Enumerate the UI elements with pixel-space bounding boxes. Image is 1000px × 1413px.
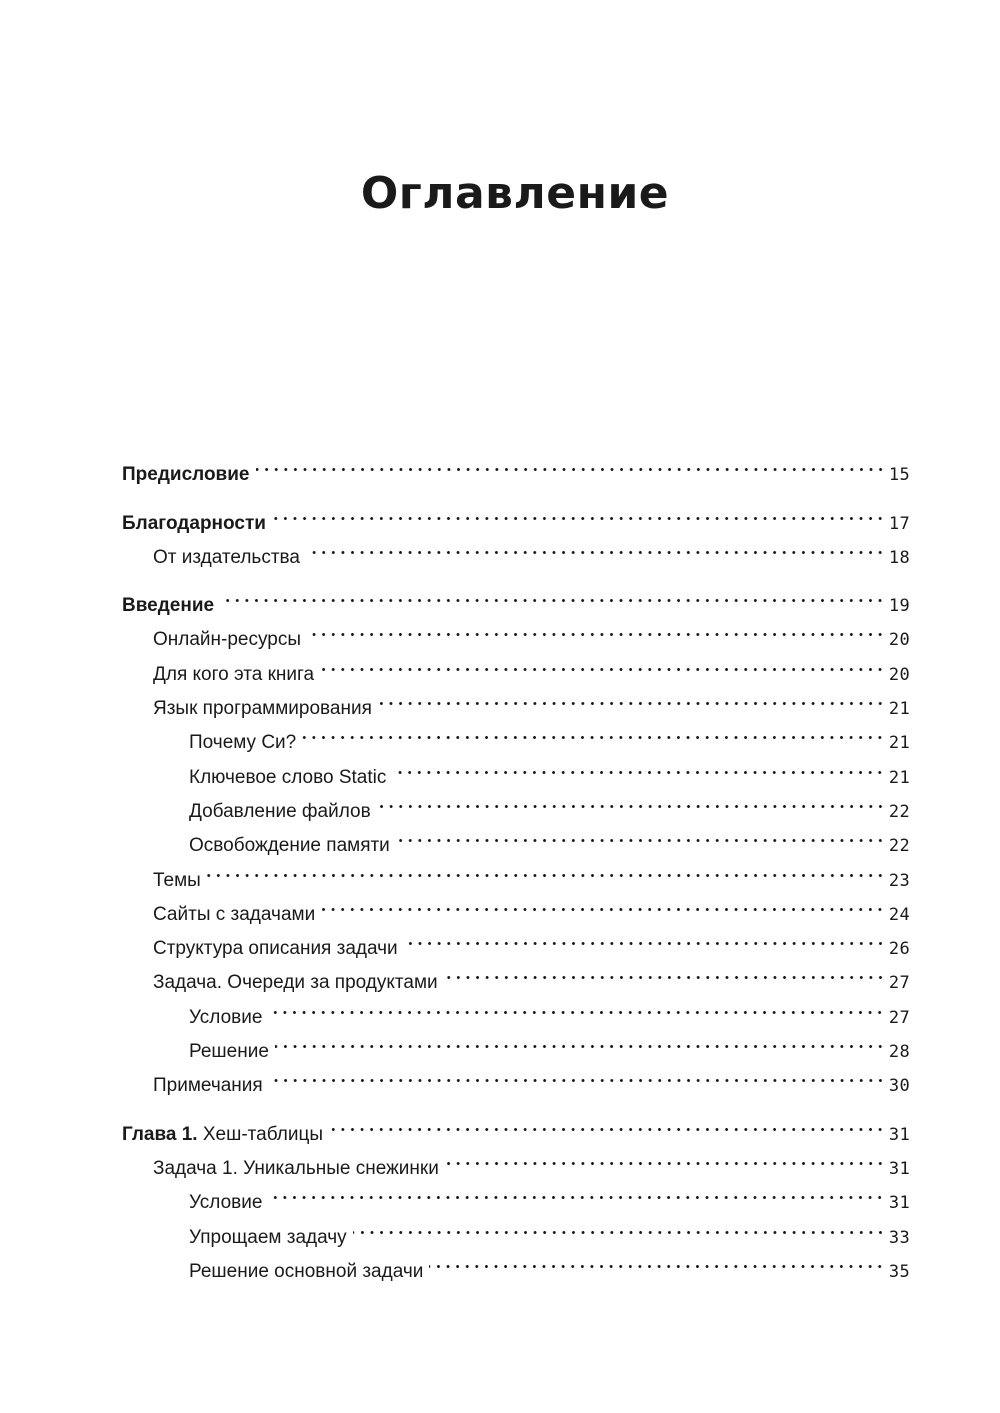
toc-entry-page-number: 17 bbox=[888, 513, 910, 534]
toc-entry[interactable] bbox=[122, 611, 910, 651]
toc-entry-title bbox=[153, 932, 402, 966]
toc-entry-label: Задача 1. Уникальные снежинки bbox=[153, 1157, 439, 1179]
toc-entry-page-number: 21 bbox=[888, 733, 910, 754]
dot-leader bbox=[443, 1140, 887, 1174]
toc-entry-page-number: 18 bbox=[888, 547, 910, 568]
toc-entry-title bbox=[153, 623, 305, 657]
toc-entry-label: Для кого эта книга bbox=[153, 663, 315, 685]
toc-entry-page-number: 30 bbox=[888, 1076, 910, 1097]
toc-entry-page-number: 33 bbox=[888, 1227, 910, 1248]
toc-entry-title bbox=[122, 589, 218, 623]
dot-leader bbox=[375, 783, 887, 817]
toc-entry-label: Добавление файлов bbox=[189, 800, 371, 822]
dot-leader bbox=[442, 954, 887, 988]
toc-entry-page-number: 19 bbox=[888, 596, 910, 617]
dot-leader bbox=[427, 1243, 887, 1277]
table-of-contents bbox=[122, 446, 910, 1282]
toc-entry-label: Сайты с задачами bbox=[153, 903, 316, 925]
dot-leader bbox=[402, 920, 887, 954]
toc-entry[interactable] bbox=[122, 1105, 910, 1145]
dot-leader bbox=[300, 714, 887, 748]
toc-entry-page-number: 28 bbox=[888, 1042, 910, 1063]
dot-leader bbox=[267, 1057, 887, 1091]
toc-entry-label: Задача. Очереди за продуктами bbox=[153, 972, 438, 994]
dot-leader bbox=[254, 446, 887, 480]
dot-leader bbox=[327, 1105, 887, 1139]
toc-entry-label: Онлайн-ресурсы bbox=[153, 629, 302, 651]
toc-entry[interactable] bbox=[122, 851, 910, 891]
toc-entry-label: Введение bbox=[122, 595, 215, 617]
dot-leader bbox=[218, 577, 887, 611]
toc-entry-page-number: 22 bbox=[888, 801, 910, 822]
toc-entry-title bbox=[189, 1001, 266, 1035]
toc-entry-label: Условие bbox=[189, 1192, 263, 1214]
toc-entry-page-number: 27 bbox=[888, 973, 910, 994]
toc-entry-label: Язык программирования bbox=[153, 698, 372, 720]
toc-entry-title bbox=[153, 1069, 267, 1103]
toc-entry-title bbox=[189, 761, 390, 795]
dot-leader bbox=[394, 817, 887, 851]
toc-entry-page-number: 31 bbox=[888, 1193, 910, 1214]
toc-entry[interactable] bbox=[122, 446, 910, 486]
toc-entry-label: От издательства bbox=[153, 546, 300, 568]
dot-leader bbox=[390, 748, 887, 782]
toc-entry-label: Структура описания задачи bbox=[153, 938, 398, 960]
toc-entry-label: Почему Си? bbox=[189, 732, 297, 754]
toc-entry[interactable] bbox=[122, 494, 910, 534]
toc-entry-title bbox=[189, 1221, 351, 1255]
toc-entry-title bbox=[153, 658, 318, 692]
toc-entry-page-number: 20 bbox=[888, 630, 910, 651]
toc-entry-page-number: 15 bbox=[888, 465, 910, 486]
toc-entry-label: Темы bbox=[153, 869, 201, 891]
dot-leader bbox=[319, 886, 887, 920]
dot-leader bbox=[270, 494, 887, 528]
toc-entry-page-number: 21 bbox=[888, 699, 910, 720]
toc-entry-page-number: 24 bbox=[888, 904, 910, 925]
toc-entry-title bbox=[189, 1255, 427, 1289]
dot-leader bbox=[304, 529, 887, 563]
toc-entry-label: Хеш-таблицы bbox=[197, 1123, 324, 1145]
toc-entry-page-number: 21 bbox=[888, 767, 910, 788]
toc-entry-label: Благодарности bbox=[122, 512, 266, 534]
toc-entry[interactable] bbox=[122, 886, 910, 925]
dot-leader bbox=[205, 851, 887, 885]
toc-entry-page-number: 26 bbox=[888, 939, 910, 960]
toc-entry-page-number: 20 bbox=[888, 664, 910, 685]
toc-entry-label: Решение bbox=[189, 1041, 269, 1063]
toc-entry-chapter-label: Глава 1. bbox=[122, 1123, 198, 1145]
toc-entry-title bbox=[189, 726, 300, 760]
toc-entry-title bbox=[153, 898, 319, 932]
toc-entry-label: Освобождение памяти bbox=[189, 835, 390, 857]
toc-entry-page-number: 22 bbox=[888, 836, 910, 857]
dot-leader bbox=[266, 988, 886, 1022]
toc-entry-title bbox=[122, 458, 254, 492]
toc-entry-page-number: 31 bbox=[888, 1124, 910, 1145]
toc-entry-label: Предисловие bbox=[122, 464, 250, 486]
toc-entry-page-number: 27 bbox=[888, 1007, 910, 1028]
toc-entry-label: Примечания bbox=[153, 1075, 263, 1097]
toc-entry-title bbox=[122, 507, 270, 541]
toc-entry-label: Решение основной задачи bbox=[189, 1260, 424, 1282]
toc-entry-label: Ключевое слово Static bbox=[189, 766, 387, 788]
dot-leader bbox=[273, 1023, 887, 1057]
dot-leader bbox=[376, 680, 887, 714]
toc-entry-title bbox=[153, 864, 205, 898]
toc-entry[interactable] bbox=[122, 577, 910, 617]
toc-entry-title bbox=[153, 541, 304, 575]
toc-entry-page-number: 23 bbox=[888, 870, 910, 891]
toc-entry-title bbox=[189, 1035, 273, 1069]
toc-entry-title bbox=[189, 795, 375, 829]
dot-leader bbox=[351, 1208, 887, 1242]
page-title: Оглавление bbox=[360, 168, 670, 219]
toc-entry-page-number: 31 bbox=[888, 1158, 910, 1179]
dot-leader bbox=[266, 1174, 886, 1208]
toc-entry-title bbox=[122, 1118, 327, 1152]
toc-entry-label: Упрощаем задачу bbox=[189, 1226, 347, 1248]
toc-entry-label: Условие bbox=[189, 1006, 263, 1028]
dot-leader bbox=[318, 645, 887, 679]
toc-entry-title bbox=[189, 1186, 266, 1220]
toc-entry-page-number: 35 bbox=[888, 1261, 910, 1282]
dot-leader bbox=[305, 611, 887, 645]
